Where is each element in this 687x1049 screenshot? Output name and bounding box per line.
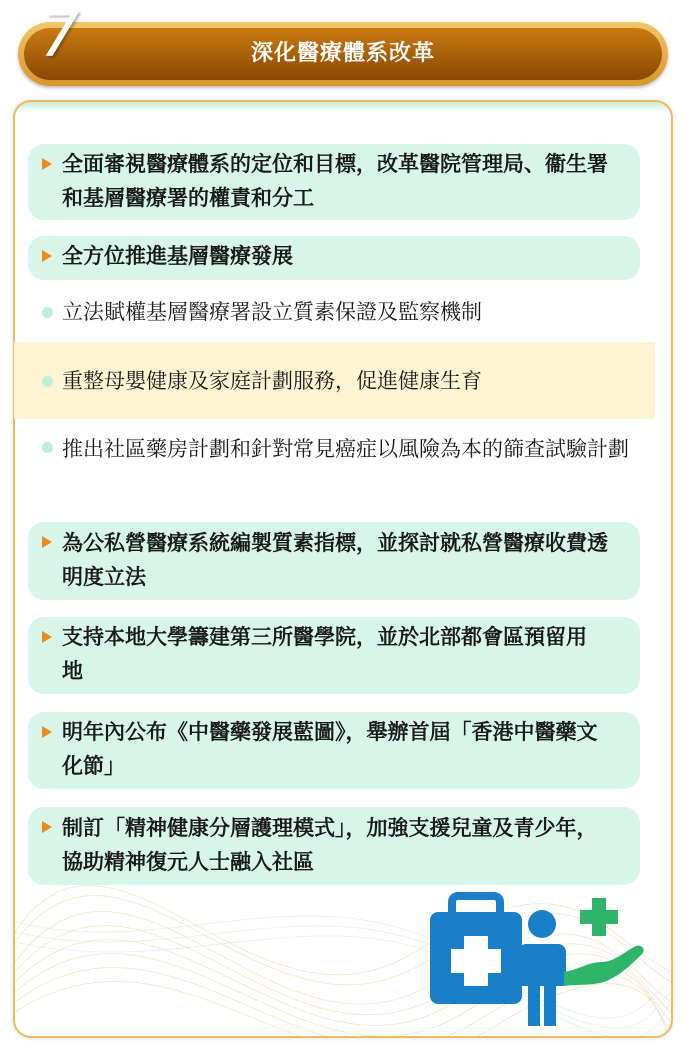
section-title: 深化醫療體系改革 [250,41,435,66]
list-item [28,712,640,789]
dot-bullet-icon [42,307,53,318]
triangle-bullet-icon [42,536,52,548]
triangle-bullet-icon [42,821,52,833]
item-text: 支持本地大學籌建第三所醫學院，並於北部都會區預留用地 [62,625,587,683]
list-item [28,295,640,335]
triangle-bullet-icon [42,250,52,262]
dot-bullet-icon [42,376,53,387]
triangle-bullet-icon [42,158,52,170]
item-text: 明年內公布《中醫藥發展藍圖》，舉辦首屆「香港中醫藥文化節」 [62,720,598,778]
item-text: 為公私營醫療系統編製質素指標，並探討就私營醫療收費透明度立法 [62,531,608,589]
item-text: 制訂「精神健康分層護理模式」，加強支援兒童及青少年，協助精神復元人士融入社區 [62,816,598,874]
item-text: 重整母嬰健康及家庭計劃服務，促進健康生育 [62,369,482,393]
dot-bullet-icon [42,442,53,453]
list-item [28,430,640,500]
list-item-highlighted [14,342,655,419]
list-item [28,807,640,885]
triangle-bullet-icon [42,631,52,643]
item-text: 推出社區藥房計劃和針對常見癌症以風險為本的篩查試驗計劃 [62,437,629,461]
medical-kit-caregiver-icon [424,890,654,1030]
section-number: 7 [40,0,80,71]
list-item [28,617,640,694]
list-item [28,236,640,280]
item-text: 立法賦權基層醫療署設立質素保證及監察機制 [62,300,482,324]
item-text: 全方位推進基層醫療發展 [62,244,293,268]
item-text: 全面審視醫療體系的定位和目標，改革醫院管理局、衞生署和基層醫療署的權責和分工 [62,152,608,210]
section-header [18,0,668,90]
triangle-bullet-icon [42,726,52,738]
list-item [28,144,640,220]
list-item [28,522,640,600]
